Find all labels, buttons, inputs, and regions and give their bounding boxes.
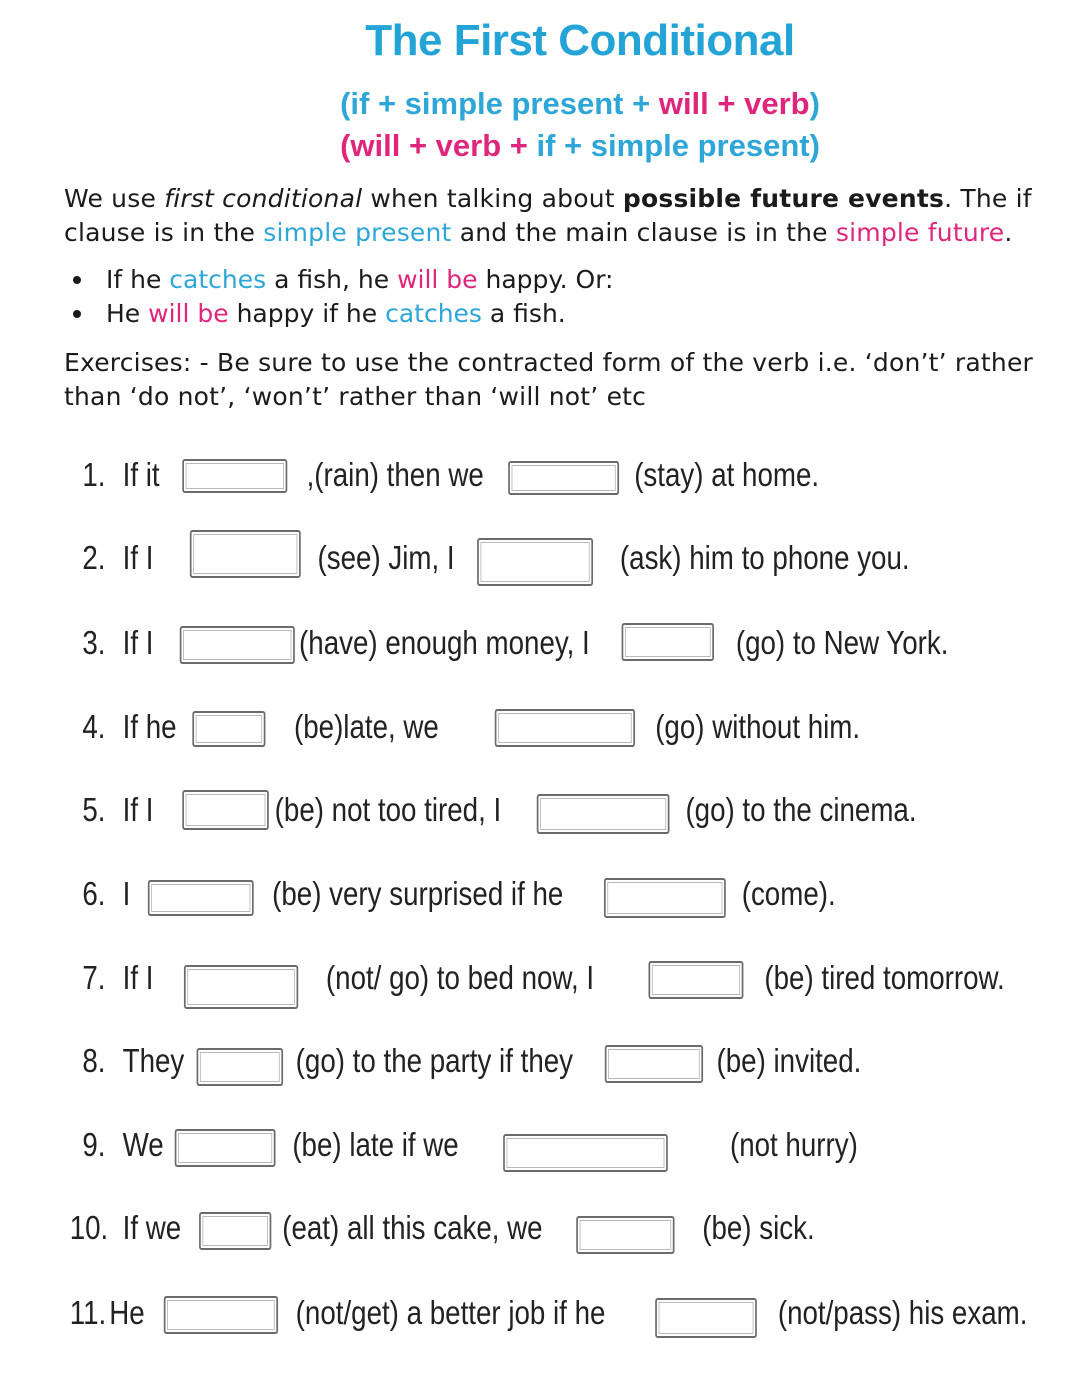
answer-input[interactable] bbox=[197, 1048, 284, 1086]
formula1-open: (if + bbox=[340, 86, 405, 121]
exercise-text: (be) invited. bbox=[716, 1042, 862, 1079]
example-text: If he bbox=[106, 265, 170, 294]
answer-input[interactable] bbox=[622, 623, 714, 661]
answer-input[interactable] bbox=[190, 530, 301, 578]
formula2-will-verb: will + verb bbox=[350, 128, 502, 163]
exercise-text: We bbox=[122, 1126, 164, 1163]
intro-text: . bbox=[1004, 218, 1013, 247]
exercise-text: (go) without him. bbox=[655, 708, 861, 745]
exercise-text: (not/pass) his exam. bbox=[777, 1294, 1028, 1331]
exercise-row bbox=[0, 1041, 907, 1081]
exercise-number: 4. bbox=[82, 708, 106, 745]
answer-input[interactable] bbox=[184, 965, 298, 1009]
answer-input[interactable] bbox=[199, 1212, 271, 1250]
exercise-text: (not hurry) bbox=[729, 1126, 858, 1163]
exercise-row bbox=[0, 707, 907, 747]
example-item bbox=[64, 297, 613, 331]
exercise-text: (be) very surprised if he bbox=[272, 875, 564, 912]
exercise-text: They bbox=[122, 1042, 185, 1079]
exercise-row bbox=[0, 874, 907, 914]
intro-text: and the main clause is in the bbox=[451, 218, 836, 247]
exercise-text: (have) enough money, I bbox=[299, 624, 590, 661]
formula2-plus1: + bbox=[501, 128, 537, 163]
exercise-text: If we bbox=[122, 1209, 182, 1246]
answer-input[interactable] bbox=[503, 1134, 668, 1172]
example-text: happy. Or: bbox=[477, 265, 614, 294]
intro-text: We use bbox=[64, 184, 165, 213]
exercise-text: If he bbox=[122, 708, 177, 745]
formula1-plus: + bbox=[623, 86, 659, 121]
answer-input[interactable] bbox=[648, 961, 743, 999]
answer-input[interactable] bbox=[182, 459, 287, 493]
exercise-text: If it bbox=[122, 456, 160, 493]
formula2-simple-present: simple present bbox=[590, 128, 810, 163]
formula1-simple-present: simple present bbox=[404, 86, 624, 121]
exercise-number: 3. bbox=[82, 624, 106, 661]
intro-simple-future: simple future bbox=[835, 218, 1005, 247]
page-title: The First Conditional bbox=[365, 16, 795, 65]
exercise-text: (be)late, we bbox=[294, 708, 439, 745]
formula-will-first bbox=[0, 128, 1080, 164]
example-verb-present: catches bbox=[385, 299, 482, 328]
exercise-text: ,(rain) then we bbox=[306, 456, 484, 493]
example-text: a fish. bbox=[481, 299, 566, 328]
exercise-row bbox=[0, 455, 907, 495]
exercise-number: 10. bbox=[69, 1209, 109, 1246]
answer-input[interactable] bbox=[164, 1296, 278, 1334]
example-text: happy if he bbox=[228, 299, 386, 328]
exercise-text: (go) to the party if they bbox=[295, 1042, 574, 1079]
example-list bbox=[64, 263, 613, 331]
exercise-text: (stay) at home. bbox=[634, 456, 820, 493]
formula1-close: ) bbox=[809, 86, 820, 121]
intro-simple-present: simple present bbox=[263, 218, 452, 247]
exercise-number: 6. bbox=[82, 875, 106, 912]
exercise-row bbox=[0, 1208, 907, 1248]
exercise-text: (see) Jim, I bbox=[317, 539, 455, 576]
exercise-text: I bbox=[122, 875, 131, 912]
example-text: He bbox=[106, 299, 149, 328]
exercise-number: 1. bbox=[82, 456, 106, 493]
formula-if-first bbox=[0, 86, 1080, 122]
answer-input[interactable] bbox=[508, 461, 619, 495]
exercise-text: (ask) him to phone you. bbox=[619, 539, 910, 576]
exercise-text: (be) sick. bbox=[702, 1209, 815, 1246]
answer-input[interactable] bbox=[655, 1298, 757, 1338]
exercise-number: 7. bbox=[82, 959, 106, 996]
exercise-number: 5. bbox=[82, 791, 106, 828]
answer-input[interactable] bbox=[605, 1045, 703, 1083]
answer-input[interactable] bbox=[537, 794, 670, 834]
exercise-row bbox=[0, 1293, 1028, 1333]
exercise-text: (be) late if we bbox=[292, 1126, 459, 1163]
answer-input[interactable] bbox=[192, 711, 265, 747]
exercise-text: If I bbox=[122, 959, 154, 996]
exercise-row bbox=[0, 958, 1005, 998]
answer-input[interactable] bbox=[182, 790, 269, 830]
exercise-number: 8. bbox=[82, 1042, 106, 1079]
example-verb-present: catches bbox=[169, 265, 267, 294]
intro-text: when talking about bbox=[362, 184, 623, 213]
exercise-text: (not/ go) to bed now, I bbox=[325, 959, 595, 996]
answer-input[interactable] bbox=[477, 538, 593, 586]
exercise-number: 2. bbox=[82, 539, 106, 576]
answer-input[interactable] bbox=[148, 880, 254, 916]
exercise-instructions: Exercises: - Be sure to use the contracted form of the verb i.e. ‘don’t’ rather than ‘do not’, ‘won’t’ rather than ‘will not’ etc bbox=[64, 348, 1034, 411]
exercise-text: (be) not too tired, I bbox=[274, 791, 502, 828]
intro-paragraph bbox=[64, 182, 1064, 250]
answer-input[interactable] bbox=[495, 709, 635, 747]
formula2-plus2: + bbox=[555, 128, 591, 163]
exercise-number: 9. bbox=[82, 1126, 106, 1163]
exercise-text: If I bbox=[122, 539, 154, 576]
intro-strong: possible future events bbox=[622, 184, 945, 213]
formula1-will-verb: will + verb bbox=[658, 86, 810, 121]
example-text: a fish, he bbox=[266, 265, 398, 294]
exercise-text: (be) tired tomorrow. bbox=[764, 959, 1005, 996]
exercise-text: He bbox=[109, 1294, 145, 1331]
exercise-row bbox=[0, 623, 949, 663]
exercise-text: If I bbox=[122, 791, 154, 828]
example-item bbox=[64, 263, 613, 297]
exercise-text: (eat) all this cake, we bbox=[282, 1209, 543, 1246]
exercise-text: If I bbox=[122, 624, 154, 661]
exercise-text: (go) to the cinema. bbox=[685, 791, 917, 828]
formula2-open: ( bbox=[340, 128, 351, 163]
exercise-text: (come). bbox=[741, 875, 836, 912]
answer-input[interactable] bbox=[576, 1216, 674, 1254]
formula2-if: if bbox=[536, 128, 556, 163]
exercise-row bbox=[0, 1125, 907, 1165]
answer-input[interactable] bbox=[180, 626, 295, 664]
exercise-text: (not/get) a better job if he bbox=[295, 1294, 606, 1331]
answer-input[interactable] bbox=[604, 878, 726, 918]
formula2-close: ) bbox=[809, 128, 820, 163]
answer-input[interactable] bbox=[175, 1129, 276, 1167]
example-verb-future: will be bbox=[148, 299, 229, 328]
exercise-row bbox=[0, 790, 917, 830]
example-verb-future: will be bbox=[397, 265, 478, 294]
intro-emphasis: first conditional bbox=[164, 184, 363, 213]
exercise-number: 11. bbox=[69, 1294, 107, 1331]
exercise-text: (go) to New York. bbox=[735, 624, 949, 661]
intro-text: . The if clause is in the bbox=[64, 184, 1032, 247]
exercise-row bbox=[0, 538, 910, 578]
